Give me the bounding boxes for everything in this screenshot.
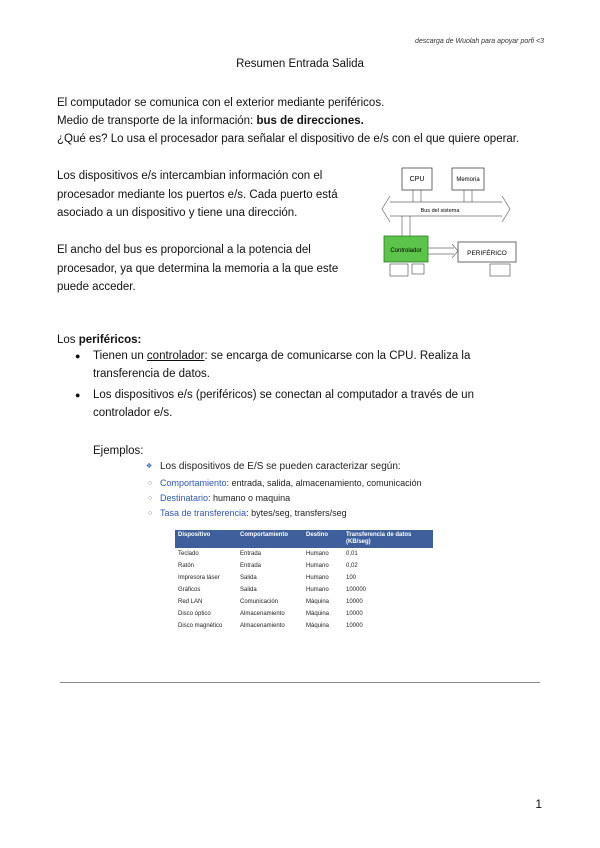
table-cell: 100 <box>346 575 357 581</box>
perifericos-list <box>75 348 515 422</box>
table-row <box>175 608 433 620</box>
table-row <box>175 584 433 596</box>
intro-line-1: El computador se comunica con el exterior mediante periféricos. <box>57 97 385 109</box>
table-cell: Humano <box>306 551 329 557</box>
table-header-row <box>175 530 433 548</box>
bus-diagram <box>380 166 520 284</box>
transfer-table <box>175 530 433 632</box>
table-cell: 0,02 <box>346 563 358 569</box>
table-cell: 10000 <box>346 611 363 617</box>
table-cell: Almacenamiento <box>240 611 285 617</box>
table-cell: Gráficos <box>178 587 201 593</box>
table-row <box>175 572 433 584</box>
divider <box>60 682 540 683</box>
table-row <box>175 596 433 608</box>
table-cell: Humano <box>306 587 329 593</box>
table-cell: Teclado <box>178 551 199 557</box>
controlador-label: Controlador <box>390 248 422 254</box>
bus-label: Bus del sistema <box>420 208 460 214</box>
table-cell: Entrada <box>240 563 262 569</box>
table-cell: Salida <box>240 587 257 593</box>
table-cell: Disco óptico <box>178 611 211 617</box>
table-cell: Ratón <box>178 563 195 569</box>
table-cell: Impresora láser <box>178 575 220 581</box>
paragraph-bus-width: El ancho del bus es proporcional a la potencia del procesador, ya que determina la memoria a la que este puede acceder. <box>57 244 339 293</box>
page-title: Resumen Entrada Salida <box>236 58 364 70</box>
caracterizar-main: ❖ Los dispositivos de E/S se pueden caracterizar según: <box>146 461 401 472</box>
ejemplos-heading: Ejemplos: <box>93 445 144 457</box>
watermark: descarga de Wuolah para apoyar porfi <3 <box>415 38 544 45</box>
table-header: Transferencia de datos (KB/seg) <box>343 530 433 548</box>
table-cell: Almacenamiento <box>240 623 285 629</box>
table-cell: Humano <box>306 575 329 581</box>
table-cell: Máquina <box>306 623 330 629</box>
caracterizar-block <box>146 460 486 521</box>
intro-line-3: ¿Qué es? Lo usa el procesador para señalar el dispositivo de e/s con el que quiere operar. <box>57 133 520 145</box>
page-number: 1 <box>535 797 542 811</box>
table-cell: Comunicación <box>240 599 279 605</box>
periferico-label: PERIFÉRICO <box>467 250 507 257</box>
table-cell: Red LAN <box>178 599 203 605</box>
table-row <box>175 620 433 632</box>
caracterizar-item: ○ Tasa de transferencia: bytes/seg, transfers/seg <box>148 508 347 518</box>
table-cell: 10000 <box>346 599 363 605</box>
table-cell: Salida <box>240 575 257 581</box>
intro-line-2: Medio de transporte de la información: bus de direcciones. <box>57 115 364 127</box>
memoria-label: Memoria <box>456 177 480 183</box>
perifericos-heading: Los periféricos: <box>57 334 142 346</box>
table-cell: 100000 <box>346 587 367 593</box>
caracterizar-item: ○ Comportamiento: entrada, salida, almacenamiento, comunicación <box>148 478 422 488</box>
table-cell: Entrada <box>240 551 262 557</box>
cpu-label: CPU <box>409 176 425 183</box>
table-row <box>175 548 433 560</box>
table-cell: Máquina <box>306 611 330 617</box>
table-header: Comportamiento <box>237 530 303 548</box>
paragraph-ports: Los dispositivos e/s intercambian información con el procesador mediante los puertos e/s. Cada puerto está asociado a un dispositivo y tiene una dirección. <box>57 170 338 219</box>
list-item: ● Los dispositivos e/s (periféricos) se conectan al computador a través de un controlador e/s. <box>75 387 515 422</box>
table-cell: Máquina <box>306 599 330 605</box>
table-cell: Disco magnético <box>178 623 223 629</box>
list-item: ● Tienen un controlador: se encarga de comunicarse con la CPU. Realiza la transferencia de datos. <box>75 348 515 383</box>
table-cell: Humano <box>306 563 329 569</box>
table-row <box>175 560 433 572</box>
table-cell: 10000 <box>346 623 363 629</box>
table-cell: 0,01 <box>346 551 358 557</box>
table-header: Dispositivo <box>175 530 237 548</box>
table-header: Destino <box>303 530 343 548</box>
caracterizar-item: ○ Destinatario: humano o maquina <box>148 493 291 503</box>
